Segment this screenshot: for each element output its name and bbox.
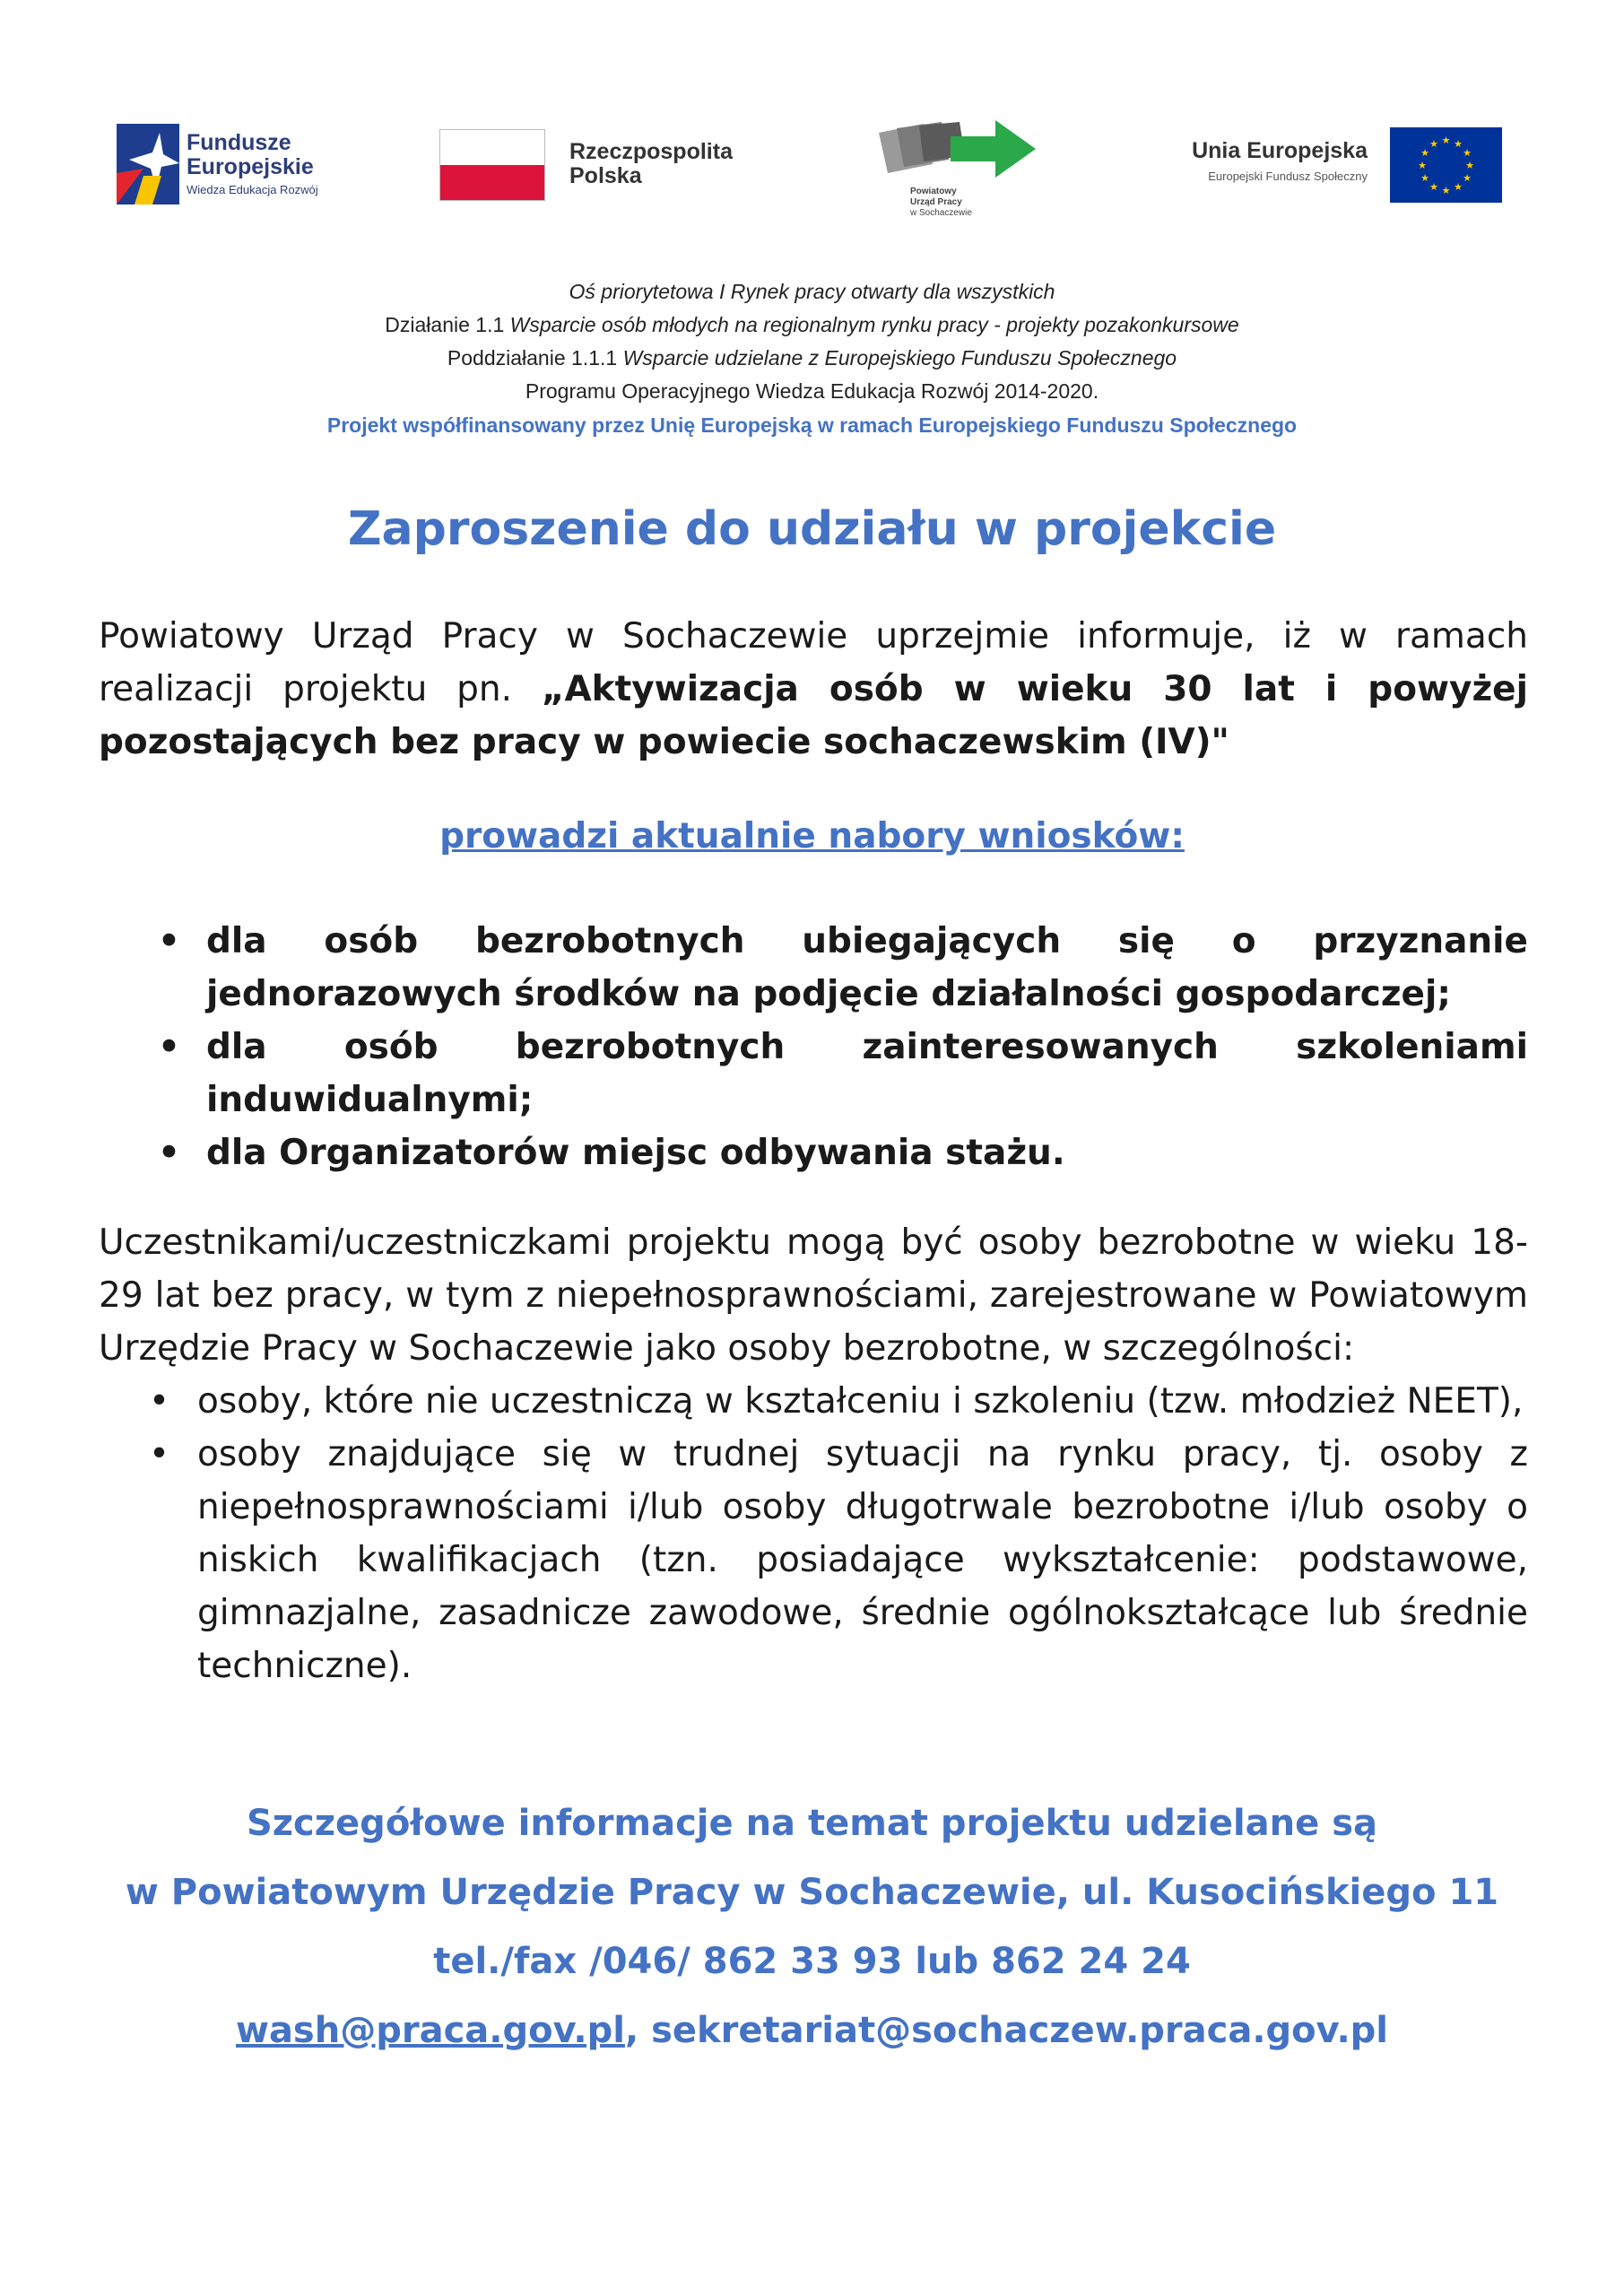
fe-star-icon: [117, 124, 179, 204]
svg-text:★: ★: [1454, 138, 1463, 150]
powiatowy-urzad-pracy-logo: [870, 115, 1040, 231]
fe-subtitle: Wiedza Edukacja Rozwój: [187, 183, 318, 196]
svg-text:★: ★: [1441, 135, 1451, 146]
fe-name-line1: Fundusze: [187, 130, 291, 155]
svg-text:★: ★: [1418, 160, 1427, 171]
email-link-wash[interactable]: wash@praca.gov.pl: [235, 2010, 625, 2051]
rp-line2: Polska: [569, 163, 642, 188]
participants-list: [99, 1375, 1528, 1692]
page-title: Zaproszenie do udziału w projekcie: [347, 502, 1277, 556]
list-item: • osoby znajdujące się w trudnej sytuacji na rynku pracy, tj. osoby z niepełnosprawnościami i/lub osoby długotrwale bezrobotne i/lub osoby o niskich kwalifikacjach (tzn. posiadające wykształcenie: podstawowe, gimnazjalne, zasadnicze zawodowe, średnie ogólnokształcące lub średnie techniczne).: [149, 1434, 1528, 1686]
programme-line: Programu Operacyjnego Wiedza Edukacja Rozwój 2014-2020.: [525, 379, 1099, 403]
project-name: „Aktywizacja osób w wieku 30 lat i powyżej pozostających bez pracy w powiecie sochaczewskim (IV)": [99, 669, 1528, 762]
fundusze-europejskie-logo: [117, 117, 386, 215]
svg-text:★: ★: [1463, 172, 1472, 184]
ue-name: Unia Europejska: [1192, 138, 1368, 163]
rzeczpospolita-polska-logo: [439, 126, 780, 211]
svg-text:★: ★: [1420, 147, 1429, 159]
ue-subtitle: Europejski Fundusz Społeczny: [1208, 170, 1368, 183]
pup-line3: w Sochaczewie: [910, 208, 972, 218]
participants-paragraph: Uczestnikami/uczestniczkami projektu mogą być osoby bezrobotne w wieku 18-29 lat bez pracy, w tym z niepełnosprawnościami, zarejestrowane w Powiatowym Urzędzie Pracy w Sochaczewie jako osoby bezrobotne, w szczególności:: [99, 1222, 1528, 1369]
svg-text:★: ★: [1429, 181, 1438, 193]
intro-paragraph: Powiatowy Urząd Pracy w Sochaczewie uprzejmie informuje, iż w ramach realizacji projektu pn. „Aktywizacja osób w wieku 30 lat i powyżej pozostających bez pracy w powiecie sochaczewskim (IV)": [99, 616, 1528, 762]
list-item: • osoby, które nie uczestniczą w kształceniu i szkoleniu (tzw. młodzież NEET),: [149, 1381, 1524, 1422]
list-item: • dla Organizatorów miejsc odbywania stażu.: [158, 1133, 1065, 1173]
recruitment-heading: prowadzi aktualnie nabory wniosków:: [439, 816, 1185, 857]
contact-phone: tel./fax /046/ 862 33 93 lub 862 24 24: [433, 1941, 1191, 1982]
subaction-line: Poddziałanie 1.1.1 Wsparcie udzielane z Europejskiego Funduszu Społecznego: [447, 346, 1177, 370]
pup-line2: Urząd Pracy: [910, 197, 962, 207]
list-item: • dla osób bezrobotnych ubiegających się o przyznanie jednorazowych środków na podjęcie działalności gospodarczej;: [158, 921, 1528, 1014]
eu-flag-icon: [1390, 127, 1502, 203]
contact-line1: Szczegółowe informacje na temat projektu udzielane są: [246, 1803, 1378, 1844]
cofinancing-line: Projekt współfinansowany przez Unię Europejską w ramach Europejskiego Funduszu Społecznego: [326, 413, 1298, 437]
polish-flag-icon: [439, 129, 545, 201]
pup-arrow-icon: [870, 115, 1040, 187]
rp-line1: Rzeczpospolita: [569, 139, 733, 164]
contact-address: w Powiatowym Urzędzie Pracy w Sochaczewie, ul. Kusocińskiego 11: [125, 1872, 1499, 1913]
svg-text:★: ★: [1429, 138, 1438, 150]
svg-text:★: ★: [1420, 172, 1429, 184]
svg-text:★: ★: [1465, 160, 1474, 171]
list-item: • dla osób bezrobotnych zainteresowanych szkoleniami induwidualnymi;: [158, 1027, 1528, 1120]
email-secretariat[interactable]: sekretariat@sochaczew.praca.gov.pl: [651, 2010, 1389, 2051]
priority-axis-line: Oś priorytetowa I Rynek pracy otwarty dla wszystkich: [569, 280, 1055, 303]
pup-line1: Powiatowy: [910, 187, 957, 196]
contact-emails: wash@praca.gov.pl, sekretariat@sochaczew.praca.gov.pl: [235, 2010, 1389, 2051]
unia-europejska-logo: [1125, 127, 1502, 208]
svg-text:★: ★: [1454, 181, 1463, 193]
svg-text:★: ★: [1441, 185, 1451, 196]
recruitment-list: [99, 915, 1528, 1179]
fe-name-line2: Europejskie: [187, 154, 314, 179]
action-line: Działanie 1.1 Wsparcie osób młodych na regionalnym rynku pracy - projekty pozakonkursowe: [385, 313, 1239, 336]
svg-text:★: ★: [1463, 147, 1472, 159]
